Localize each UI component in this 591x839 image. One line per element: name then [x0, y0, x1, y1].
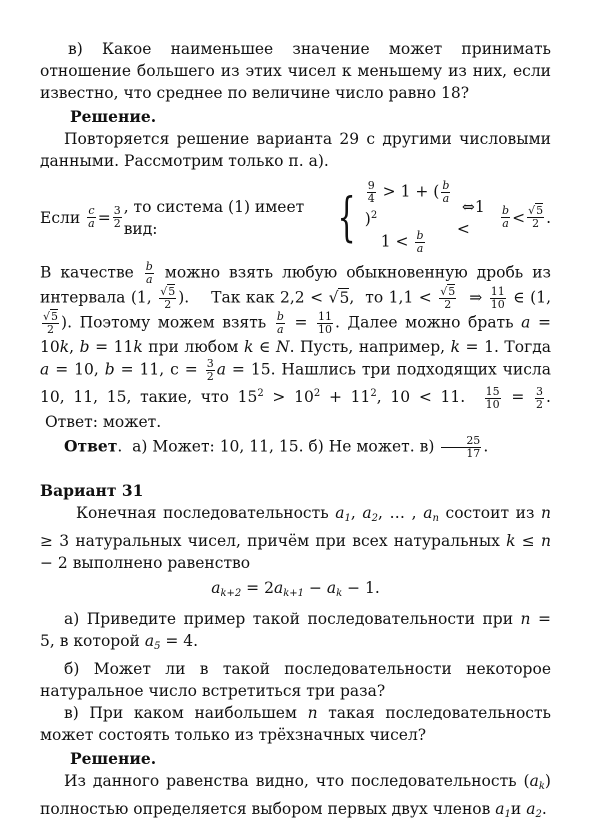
solution-heading-2: Решение. — [70, 748, 157, 768]
answer-label: Ответ — [64, 436, 118, 455]
fraction-c-a: $\frac{c}{a}$ — [88, 204, 95, 230]
variant-title: Вариант 31 — [40, 480, 144, 500]
document-page — [40, 38, 551, 826]
recurrence-equation: $a_{k+2} = 2a_{k+1} - a_k - 1$. — [211, 578, 380, 599]
if-label: Если — [40, 208, 81, 227]
answer-paragraph: Ответ. а) Может: 10, 11, 15. б) Не может. в) $\frac{25}{17}$ . — [64, 433, 489, 460]
solution-heading: Решение. — [70, 107, 157, 126]
solution-intro: Повторяется решение варианта 29 с другими числовыми данными. Рассмотрим только п. а). — [40, 130, 551, 170]
answer-text: а) Может: 10, 11, 15. б) Не может. в) — [132, 437, 435, 455]
part-c-question: в) Какое наименьшее значение может принимать отношение большего из этих чисел к меньшему из них, если известно, что среднее по величине число равно 18? — [40, 40, 551, 102]
system-label: , то система (1) имеет вид: — [123, 197, 305, 238]
system-brace: { — [337, 187, 356, 248]
question-c: в) При каком наибольшем n такая последовательность может состоять только из трёхзначных чисел? — [40, 703, 551, 744]
system-line: Если $\frac{c}{a}$ = $\frac{3}{2}$ , то система (1) имеет вид: { $\frac{9}{4}$ > 1 + ( $\frac{b}{a}$ )$^2$ 1 < $\frac{b}{a}$ ⇔1 < $\frac{b}{a}$ < $\frac{√5}{2}$ . — [40, 179, 552, 255]
fraction-3-2: $\frac{3}{2}$ — [113, 204, 121, 230]
equation-system: $\frac{9}{4}$ > 1 + ( $\frac{b}{a}$ )$^2$ 1 < $\frac{b}{a}$ — [364, 179, 450, 255]
question-b: б) Может ли в такой последовательности некоторое натуральное число встретиться три раза? — [40, 659, 551, 700]
question-a: а) Приведите пример такой последовательности при n = 5, в которой $a_5 = 4$. — [40, 609, 551, 652]
fraction-choice-paragraph: В качестве $\frac{b}{a}$ можно взять любую обыкновенную дробь из интервала (1, $\frac{√5}{2}$ ). Так как 2,2 < √5, то 1,1 < $\frac{√5}{2}$ ⇒ $\frac{11}{10}$ ∈ (1, $\frac{√5}{2}$ ). Поэтому можем взять $\frac{b}{a}$ = $\frac{11}{10}$ . Далее можно брать a = 10k, b = 11k при любом k ∈ N. Пусть, например, k = 1. Тогда a = 10, b = 11, c = $\frac{3}{2}$ a = 15. Нашлись три подходящих числа 10, 11, 15, такие, что $15^2 > 10^2 + 11^2$, 10 < 11. $\frac{15}{10}$ = $\frac{3}{2}$ . Ответ: может. — [40, 260, 552, 431]
variant-statement: Конечная последовательность $a_1$, $a_2$, … , $a_n$ состоит из n ≥ 3 натуральных чисел, причём при всех натуральных k ≤ n − 2 выполнено равенство — [40, 503, 552, 572]
final-paragraph: Из данного равенства видно, что последовательность $(a_k)$ полностью определяется выбором первых двух членов $a_1и$ $a_2$. — [40, 771, 551, 820]
